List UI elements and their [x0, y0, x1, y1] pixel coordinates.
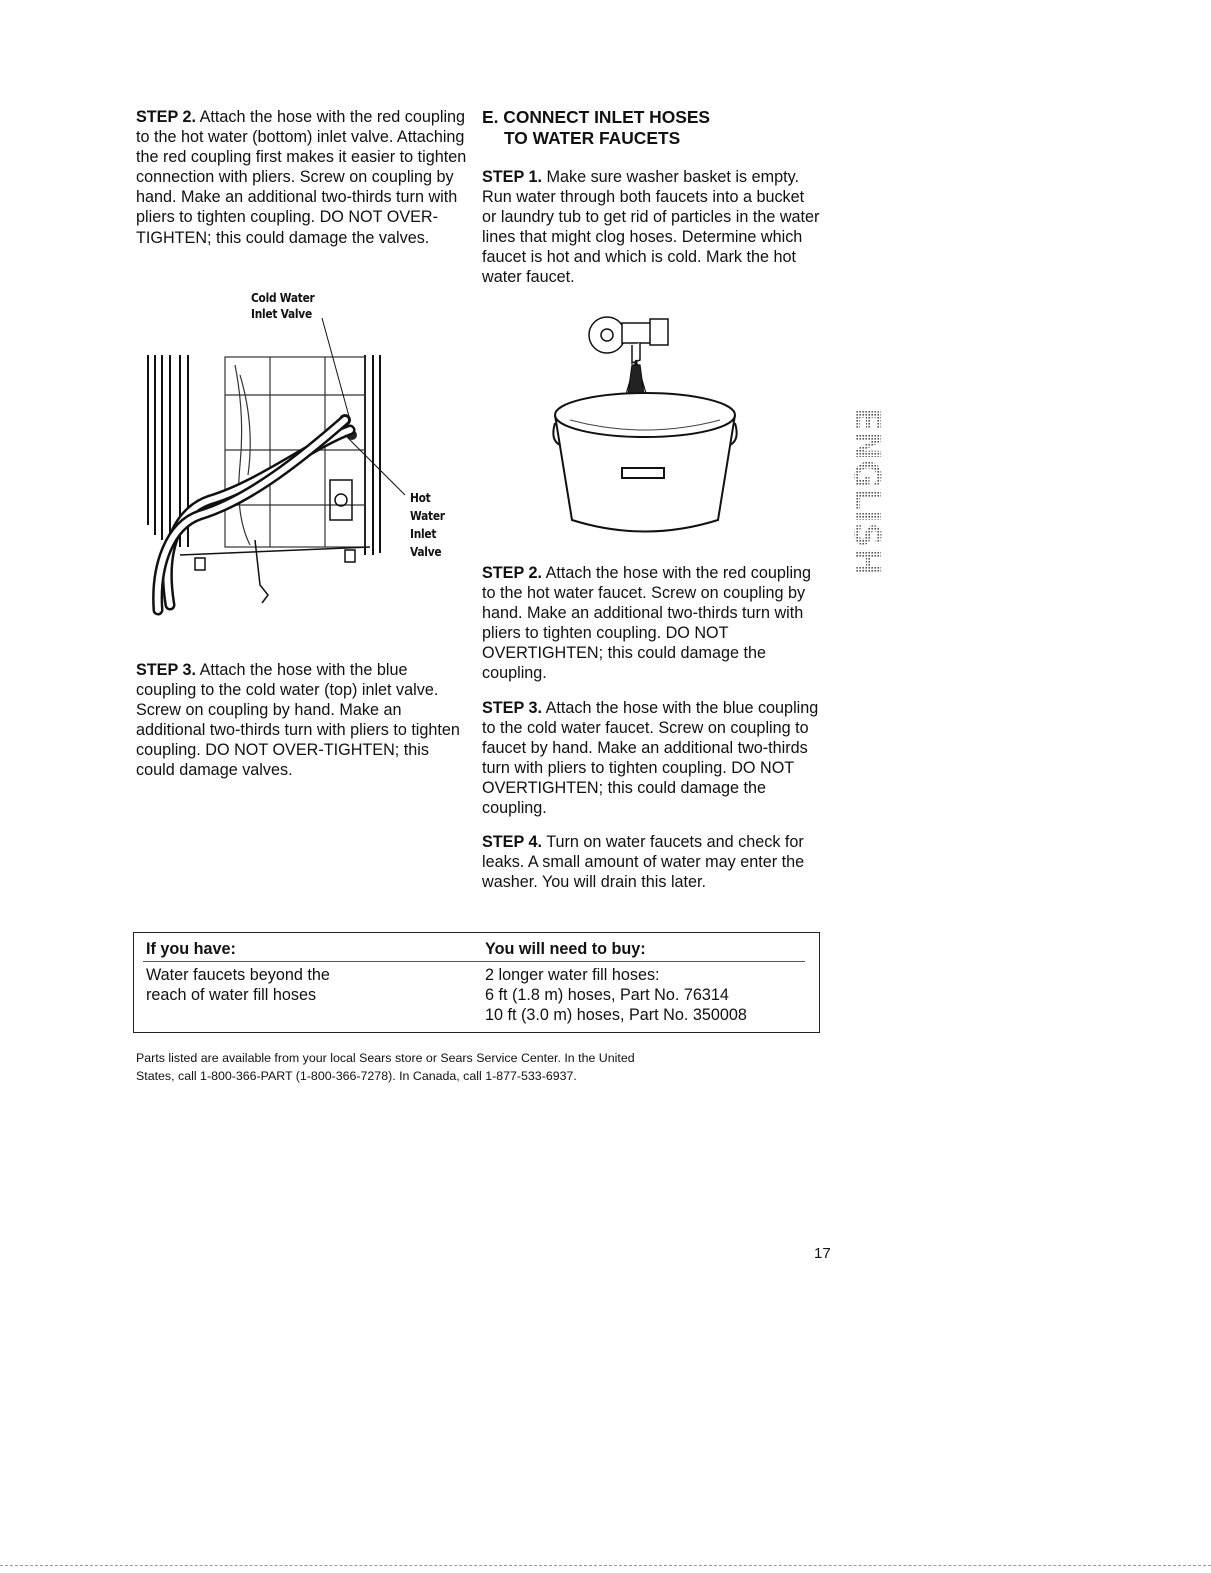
cold-water-inlet-label: [251, 290, 315, 322]
footnote-line: States, call 1-800-366-PART (1-800-366-7278). In Canada, call 1-877-533-6937.: [136, 1069, 577, 1083]
bucket-faucet-figure: [540, 305, 740, 550]
step-text: Turn on water faucets and check for leaks. A small amount of water may enter the washer. You will drain this later.: [482, 833, 805, 892]
parts-table: [133, 932, 820, 1033]
cell-line: 2 longer water fill hoses:: [485, 966, 660, 984]
right-column-top: [482, 107, 822, 288]
hot-label-line: Water: [410, 508, 445, 523]
step-paragraph: [482, 698, 822, 819]
step-paragraph: [136, 107, 468, 248]
left-step-3: [136, 660, 468, 781]
step-paragraph: [136, 660, 468, 781]
hot-label-line: Inlet: [410, 526, 437, 541]
table-cell-have: [146, 965, 330, 1005]
step-label: STEP 2.: [136, 108, 196, 126]
heading-line: E. CONNECT INLET HOSES: [482, 107, 711, 127]
cell-line: 6 ft (1.8 m) hoses, Part No. 76314: [485, 986, 729, 1004]
step-text: Make sure washer basket is empty. Run water through both faucets into a bucket or laundry tub to get rid of particles in the water lines that might clog hoses. Determine which faucet is hot and which is cold. Mark the hot water faucet.: [482, 168, 820, 287]
step-label: STEP 1.: [482, 168, 542, 186]
table-header-buy: You will need to buy:: [485, 940, 646, 958]
hot-label-line: Hot: [410, 490, 431, 505]
language-side-tab: [821, 408, 887, 585]
step-text: Attach the hose with the red coupling to the hot water (bottom) inlet valve. Attaching the red coupling first makes it easier to tighten connection with pliers. Screw on coupling by hand. Make an additional two-thirds turn with pliers to tighten coupling. DO NOT OVER-TIGHTEN; this could damage the valves.: [136, 108, 467, 247]
step-text: Attach the hose with the blue coupling to the cold water (top) inlet valve. Screw on coupling by hand. Make an additional two-thirds turn with pliers to tighten coupling. DO NOT OVER-TIGHTEN; this could damage valves.: [136, 661, 460, 780]
right-column-bottom: [482, 563, 822, 892]
footnote-line: Parts listed are available from your local Sears store or Sears Service Center. In the United: [136, 1051, 635, 1065]
table-cell-buy: [485, 965, 747, 1025]
page-number: 17: [814, 1245, 831, 1262]
step-label: STEP 2.: [482, 564, 542, 582]
hot-label-line: Valve: [410, 544, 442, 559]
left-step-2: [136, 107, 468, 248]
cell-line: 10 ft (3.0 m) hoses, Part No. 350008: [485, 1006, 747, 1024]
step-paragraph: [482, 563, 822, 684]
hot-water-inlet-label: [410, 489, 445, 561]
scan-edge: [0, 1565, 1211, 1566]
heading-line: TO WATER FAUCETS: [504, 128, 681, 148]
cell-line: Water faucets beyond the: [146, 966, 330, 984]
step-label: STEP 4.: [482, 833, 542, 852]
cell-line: reach of water fill hoses: [146, 986, 317, 1004]
parts-footnote: [136, 1049, 816, 1085]
cold-label-line: Cold Water: [251, 290, 315, 305]
english-tab-graphic: [821, 408, 887, 585]
table-header-divider: [143, 961, 805, 962]
step-text: Attach the hose with the blue coupling to the cold water faucet. Screw on coupling to faucet by hand. Make an additional two-thirds turn with pliers to tighten coupling. DO NOT OVERTIGHTEN; this could damage the coupling.: [482, 698, 819, 818]
washer-inlet-figure: [140, 285, 460, 625]
bucket-faucet-illustration: [540, 305, 740, 550]
step-text: Attach the hose with the red coupling to the hot water faucet. Screw on coupling by hand. Make an additional two-thirds turn with pliers to tighten coupling. DO NOT OVERTIGHTEN; this could damage the coupling.: [482, 564, 812, 683]
table-header-have: If you have:: [146, 940, 236, 958]
step-paragraph: [482, 832, 822, 892]
step-label: STEP 3.: [482, 698, 542, 717]
step-label: STEP 3.: [136, 661, 196, 679]
side-tab-text: ENGLISH: [846, 408, 887, 585]
cold-label-line: Inlet Valve: [251, 306, 312, 321]
section-heading: [482, 107, 822, 149]
step-paragraph: [482, 167, 822, 288]
washer-rear-illustration: [140, 285, 460, 625]
